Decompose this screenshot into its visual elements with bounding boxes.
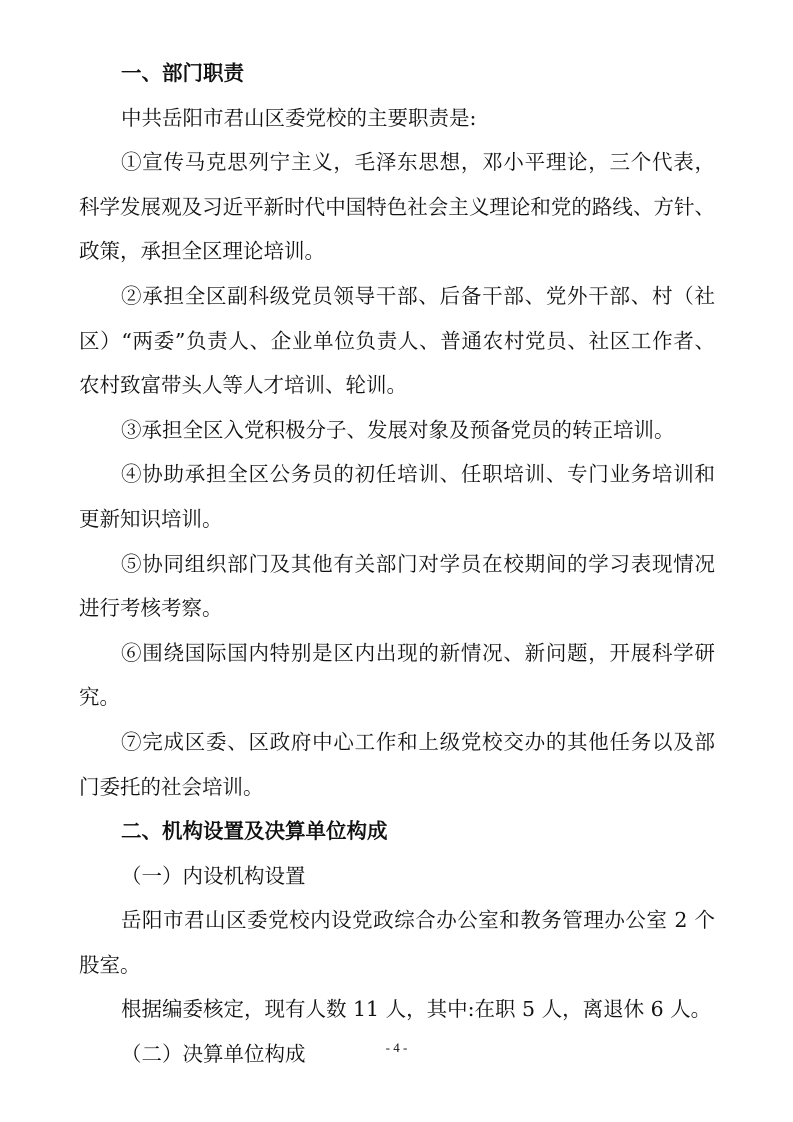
text-line: （一）内设机构设置: [121, 863, 306, 888]
paragraph: [79, 854, 715, 899]
text-line: 政策，承担全区理论培训。: [79, 239, 325, 264]
text-line: ⑥围绕国际国内特别是区内出现的新情况、新问题，开展科学研: [121, 640, 715, 665]
text-line: ⑤协同组织部门及其他有关部门对学员在校期间的学习表现情况: [121, 551, 715, 576]
text-line: 二、机构设置及决算单位构成: [121, 819, 388, 844]
section-heading: [79, 809, 715, 854]
text-line: 根据编委核定，现有人数 11 人，其中:在职 5 人，离退休 6 人。: [121, 997, 712, 1022]
text-line: ④协助承担全区公务员的初任培训、任职培训、专门业务培训和: [121, 462, 715, 487]
text-line: 区）“两委”负责人、企业单位负责人、普通农村党员、社区工作者、: [79, 328, 715, 353]
text-line: ①宣传马克思列宁主义，毛泽东思想，邓小平理论，三个代表，: [121, 150, 715, 175]
section-heading: [79, 51, 715, 96]
paragraph: [79, 987, 715, 1032]
paragraph: [79, 631, 715, 720]
text-line: 究。: [79, 685, 120, 710]
paragraph: [79, 274, 715, 408]
text-line: 门委托的社会培训。: [79, 774, 264, 799]
text-line: ③承担全区入党积极分子、发展对象及预备党员的转正培训。: [121, 417, 675, 442]
text-line: 科学发展观及习近平新时代中国特色社会主义理论和党的路线、方针、: [79, 194, 715, 219]
text-line: 农村致富带头人等人才培训、轮训。: [79, 373, 407, 398]
text-line: 岳阳市君山区委党校内设党政综合办公室和教务管理办公室 2 个: [121, 908, 715, 933]
text-line: ②承担全区副科级党员领导干部、后备干部、党外干部、村（社: [121, 283, 715, 308]
page-number: - 4 -: [385, 1040, 408, 1055]
text-line: 股室。: [79, 952, 141, 977]
paragraph: [79, 542, 715, 631]
paragraph: [79, 96, 715, 141]
text-line: 更新知识培训。: [79, 506, 223, 531]
paragraph: [79, 898, 715, 987]
text-line: ⑦完成区委、区政府中心工作和上级党校交办的其他任务以及部: [121, 729, 715, 754]
text-line: 进行考核考察。: [79, 596, 223, 621]
document-body: [79, 51, 715, 1077]
paragraph: [79, 452, 715, 541]
paragraph: [79, 408, 715, 453]
paragraph: [79, 720, 715, 809]
paragraph: [79, 140, 715, 274]
text-line: 中共岳阳市君山区委党校的主要职责是:: [121, 105, 477, 130]
text-line: 一、部门职责: [121, 61, 244, 85]
text-line: （二）决算单位构成: [121, 1042, 306, 1067]
